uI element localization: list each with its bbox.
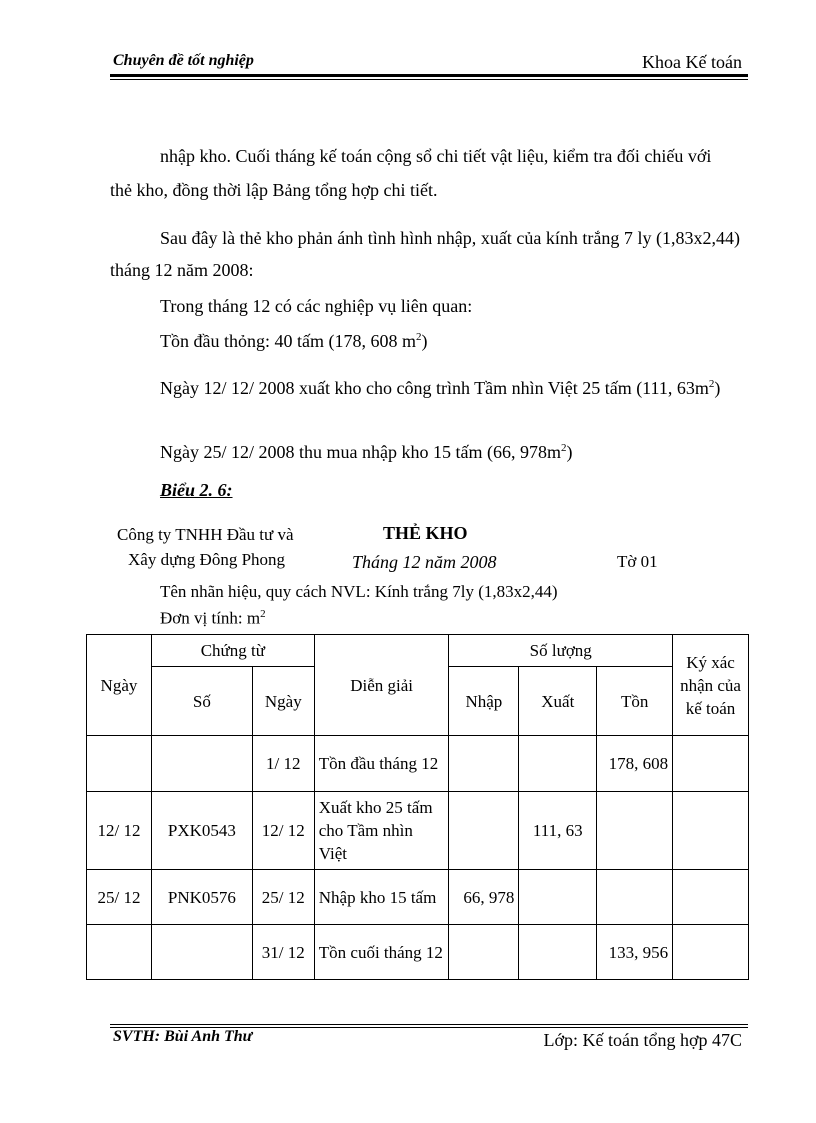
cell-dien-giai: Xuất kho 25 tấm cho Tầm nhìn Việt	[314, 792, 449, 870]
cell-dien-giai: Tồn cuối tháng 12	[314, 925, 449, 980]
cell-so: PXK0543	[151, 792, 252, 870]
cell-nhap	[449, 736, 519, 792]
table-row	[87, 736, 749, 792]
cell-ngay	[87, 925, 152, 980]
cell-ton	[597, 792, 673, 870]
header-chung-tu: Chứng từ	[151, 635, 314, 667]
cell-nhap	[449, 925, 519, 980]
cell-nhap	[449, 792, 519, 870]
card-title: THẺ KHO	[383, 523, 468, 543]
cell-ky	[673, 870, 749, 925]
header-xuat: Xuất	[519, 667, 597, 736]
header-dien-giai: Diễn giải	[314, 635, 449, 736]
sheet-number: Tờ 01	[617, 552, 658, 571]
unit-of-measure	[160, 608, 266, 629]
cell-ton: 178, 608	[597, 736, 673, 792]
cell-ton	[597, 870, 673, 925]
paragraph-6	[160, 442, 572, 463]
paragraph-1-line-2: thẻ kho, đồng thời lập Bảng tổng hợp chi tiết.	[110, 180, 438, 200]
unit-text: Đơn vị tính: m	[160, 608, 261, 628]
header-rule-thin	[110, 79, 748, 80]
paragraph-2: Sau đây là thẻ kho phản ánh tình hình nhập, xuất của kính trắng 7 ly (1,83x2,44) tháng 12 năm 2008:	[110, 228, 740, 280]
card-month: Tháng 12 năm 2008	[352, 552, 497, 572]
paragraph-4	[160, 331, 427, 352]
cell-ngay-ct: 12/ 12	[252, 792, 314, 870]
footer-class: Lớp: Kế toán tổng hợp 47C	[543, 1030, 742, 1050]
table-row	[87, 792, 749, 870]
cell-xuat	[519, 925, 597, 980]
cell-so: PNK0576	[151, 870, 252, 925]
paragraph-6-end: )	[566, 442, 573, 462]
table-row	[87, 925, 749, 980]
footer-rule-top	[110, 1024, 748, 1025]
paragraph-6-text: Ngày 25/ 12/ 2008 thu mua nhập kho 15 tấm (66, 978m	[160, 442, 561, 462]
cell-nhap: 66, 978	[449, 870, 519, 925]
header-left-title: Chuyên đề tốt nghiệp	[113, 52, 254, 69]
paragraph-4-end: )	[421, 331, 428, 351]
header-ton: Tồn	[597, 667, 673, 736]
header-rule-thick	[110, 74, 748, 77]
header-right-title: Khoa Kế toán	[642, 52, 742, 72]
paragraph-4-sup: 2	[415, 331, 422, 343]
footer-student: SVTH: Bùi Anh Thư	[113, 1028, 253, 1045]
cell-ky	[673, 792, 749, 870]
header-nhap: Nhập	[449, 667, 519, 736]
paragraph-5-sup: 2	[708, 378, 715, 390]
unit-sup: 2	[260, 608, 266, 620]
cell-so	[151, 925, 252, 980]
cell-ky	[673, 736, 749, 792]
paragraph-3: Trong tháng 12 có các nghiệp vụ liên quan:	[160, 296, 473, 316]
paragraph-5-text: Ngày 12/ 12/ 2008 xuất kho cho công trình Tầm nhìn Việt 25 tấm (111, 63m	[160, 378, 709, 398]
table-row	[87, 870, 749, 925]
product-spec: Tên nhãn hiệu, quy cách NVL: Kính trắng 7ly (1,83x2,44)	[160, 582, 558, 601]
cell-xuat	[519, 870, 597, 925]
company-name-line-1: Công ty TNHH Đầu tư và	[117, 525, 294, 544]
page-header	[110, 50, 748, 76]
cell-xuat	[519, 736, 597, 792]
bieu-label: Biểu 2. 6:	[160, 480, 233, 500]
header-ngay: Ngày	[87, 635, 152, 736]
cell-ngay	[87, 736, 152, 792]
cell-ngay-ct: 25/ 12	[252, 870, 314, 925]
table-header-row-1	[87, 635, 749, 667]
cell-ngay-ct: 1/ 12	[252, 736, 314, 792]
paragraph-1-line-1: nhập kho. Cuối tháng kế toán cộng sổ chi tiết vật liệu, kiểm tra đối chiếu với	[160, 146, 712, 166]
paragraph-6-sup: 2	[560, 442, 567, 454]
cell-dien-giai: Tồn đầu tháng 12	[314, 736, 449, 792]
paragraph-5	[110, 368, 740, 404]
cell-ngay: 12/ 12	[87, 792, 152, 870]
cell-ngay: 25/ 12	[87, 870, 152, 925]
cell-xuat: 111, 63	[519, 792, 597, 870]
header-so-luong: Số lượng	[449, 635, 673, 667]
cell-ky	[673, 925, 749, 980]
cell-so	[151, 736, 252, 792]
header-so: Số	[151, 667, 252, 736]
header-ky-xac-nhan: Ký xác nhận của kế toán	[673, 635, 749, 736]
company-name-line-2: Xây dựng Đông Phong	[128, 550, 286, 569]
cell-ngay-ct: 31/ 12	[252, 925, 314, 980]
paragraph-4-text: Tồn đầu thỏng: 40 tấm (178, 608 m	[160, 331, 416, 351]
cell-ton: 133, 956	[597, 925, 673, 980]
stock-card-table	[86, 634, 749, 980]
cell-dien-giai: Nhập kho 15 tấm	[314, 870, 449, 925]
paragraph-5-end: )	[714, 378, 721, 398]
header-ngay-ct: Ngày	[252, 667, 314, 736]
